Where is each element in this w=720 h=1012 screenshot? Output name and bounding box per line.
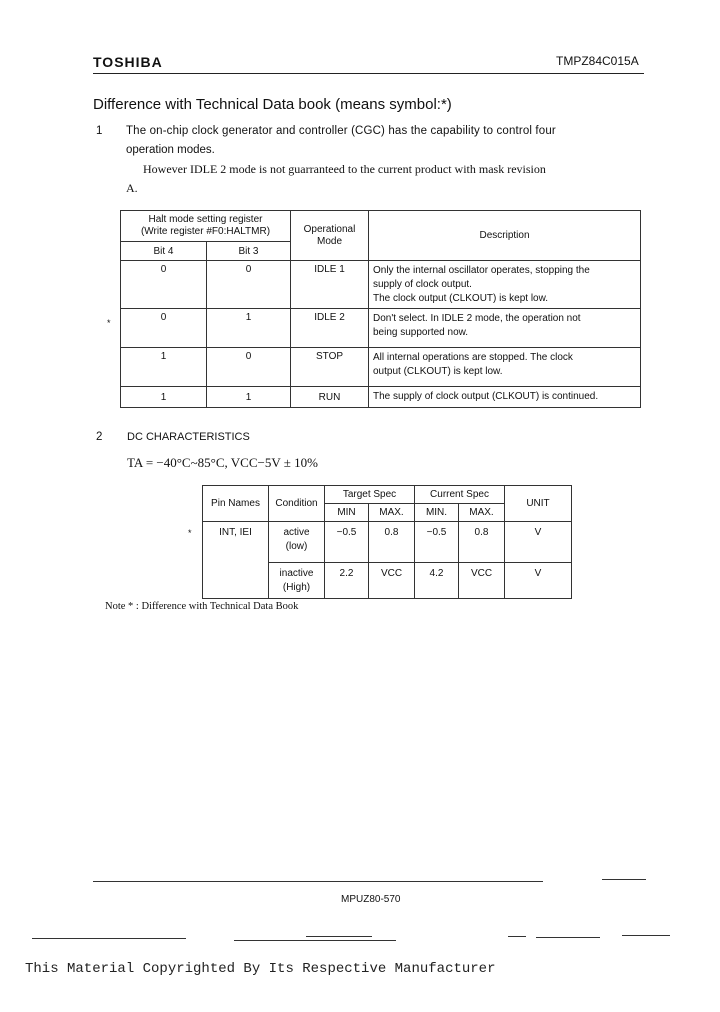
item2-title: DC CHARACTERISTICS <box>127 431 250 443</box>
copyright-notice: This Material Copyrighted By Its Respective Manufacturer <box>25 961 496 977</box>
header-current-spec: Current Spec <box>415 486 505 504</box>
row-description <box>369 387 641 408</box>
item1-text-line1: The on-chip clock generator and controller (CGC) has the capability to control four <box>126 125 556 137</box>
header-bit4: Bit 4 <box>121 242 207 261</box>
item2-number: 2 <box>96 431 103 443</box>
header-condition: Condition <box>269 486 325 522</box>
footer-rule-right <box>602 879 646 880</box>
row-bit4: 1 <box>121 348 207 387</box>
header-target-min: MIN <box>325 504 369 522</box>
condition-line: (High) <box>282 582 311 593</box>
table-row <box>121 387 641 408</box>
row-bit3: 0 <box>207 348 291 387</box>
row-condition <box>269 563 325 599</box>
target-max: VCC <box>369 563 415 599</box>
item1-note <box>126 160 646 198</box>
row-bit3: 1 <box>207 309 291 348</box>
scan-rule <box>508 936 526 937</box>
document-number: MPUZ80-570 <box>341 894 401 905</box>
brand-logo: TOSHIBA <box>93 54 163 70</box>
item2-condition: TA = −40°C~85°C, VCC−5V ± 10% <box>127 455 318 470</box>
current-max: VCC <box>459 563 505 599</box>
row-bit3: 0 <box>207 261 291 309</box>
row-bit4: 0 <box>121 261 207 309</box>
table-row <box>121 261 641 309</box>
table-row <box>203 522 572 563</box>
unit: V <box>505 563 572 599</box>
scan-rule <box>536 937 600 938</box>
item1-text-line2: operation modes. <box>126 144 215 156</box>
desc-line: All internal operations are stopped. The clock <box>373 352 573 363</box>
condition-line: inactive <box>279 568 314 579</box>
header-mode-line2: Mode <box>316 235 342 247</box>
unit: V <box>505 522 572 563</box>
header-operational-mode <box>291 211 369 261</box>
scan-rule <box>622 935 670 936</box>
row-description <box>369 261 641 309</box>
dc-header-row <box>203 486 572 504</box>
header-description: Description <box>369 211 641 261</box>
desc-line: being supported now. <box>373 327 469 338</box>
row-condition <box>269 522 325 563</box>
item1-number: 1 <box>96 125 103 137</box>
header-mode-line1: Operational <box>303 223 356 235</box>
header-pin-names: Pin Names <box>203 486 269 522</box>
header-current-min: MIN. <box>415 504 459 522</box>
header-register-line1: Halt mode setting register <box>148 214 263 225</box>
target-min: 2.2 <box>325 563 369 599</box>
header-target-spec: Target Spec <box>325 486 415 504</box>
row-mode: IDLE 2 <box>291 309 369 348</box>
condition-line: active <box>283 527 310 538</box>
halt-table-header-row <box>121 211 641 242</box>
target-min: −0.5 <box>325 522 369 563</box>
current-min: −0.5 <box>415 522 459 563</box>
row-bit3: 1 <box>207 387 291 408</box>
desc-line: Only the internal oscillator operates, stopping the <box>373 265 590 276</box>
current-min: 4.2 <box>415 563 459 599</box>
row-mode: IDLE 1 <box>291 261 369 309</box>
desc-line: output (CLKOUT) is kept low. <box>373 366 503 377</box>
pin-name: INT, IEI <box>203 522 269 599</box>
row-bit4: 0 <box>121 309 207 348</box>
table-row <box>121 348 641 387</box>
scan-rule <box>32 938 186 939</box>
header-bit3: Bit 3 <box>207 242 291 261</box>
section-title: Difference with Technical Data book (means symbol:*) <box>93 96 452 113</box>
scan-rule <box>306 936 372 937</box>
row-mode: STOP <box>291 348 369 387</box>
desc-line: The clock output (CLKOUT) is kept low. <box>373 293 549 304</box>
header-current-max: MAX. <box>459 504 505 522</box>
desc-line: The supply of clock output (CLKOUT) is continued. <box>373 391 599 402</box>
dc-characteristics-table <box>202 485 572 599</box>
idle2-difference-mark: * <box>107 318 111 328</box>
scan-rule <box>234 940 396 941</box>
condition-line: (low) <box>285 541 308 552</box>
item1-note-line2: A. <box>126 181 138 195</box>
target-max: 0.8 <box>369 522 415 563</box>
desc-line: Don't select. In IDLE 2 mode, the operation not <box>373 313 581 324</box>
item1-note-line1: However IDLE 2 mode is not guarranteed to the current product with mask revision <box>143 162 546 176</box>
header-rule <box>93 73 644 74</box>
row-description <box>369 309 641 348</box>
row-bit4: 1 <box>121 387 207 408</box>
table-row <box>121 309 641 348</box>
footer-rule-left <box>93 881 543 882</box>
desc-line: supply of clock output. <box>373 279 472 290</box>
footnote: Note * : Difference with Technical Data Book <box>105 601 299 612</box>
halt-mode-table <box>120 210 641 408</box>
header-target-max: MAX. <box>369 504 415 522</box>
header-register-line2: (Write register #F0:HALTMR) <box>140 226 271 237</box>
header-unit: UNIT <box>505 486 572 522</box>
row-mode: RUN <box>291 387 369 408</box>
part-number: TMPZ84C015A <box>556 54 639 68</box>
row-description <box>369 348 641 387</box>
item1-text <box>126 122 646 160</box>
current-max: 0.8 <box>459 522 505 563</box>
dc-difference-mark: * <box>188 528 192 538</box>
header-register <box>121 211 291 242</box>
